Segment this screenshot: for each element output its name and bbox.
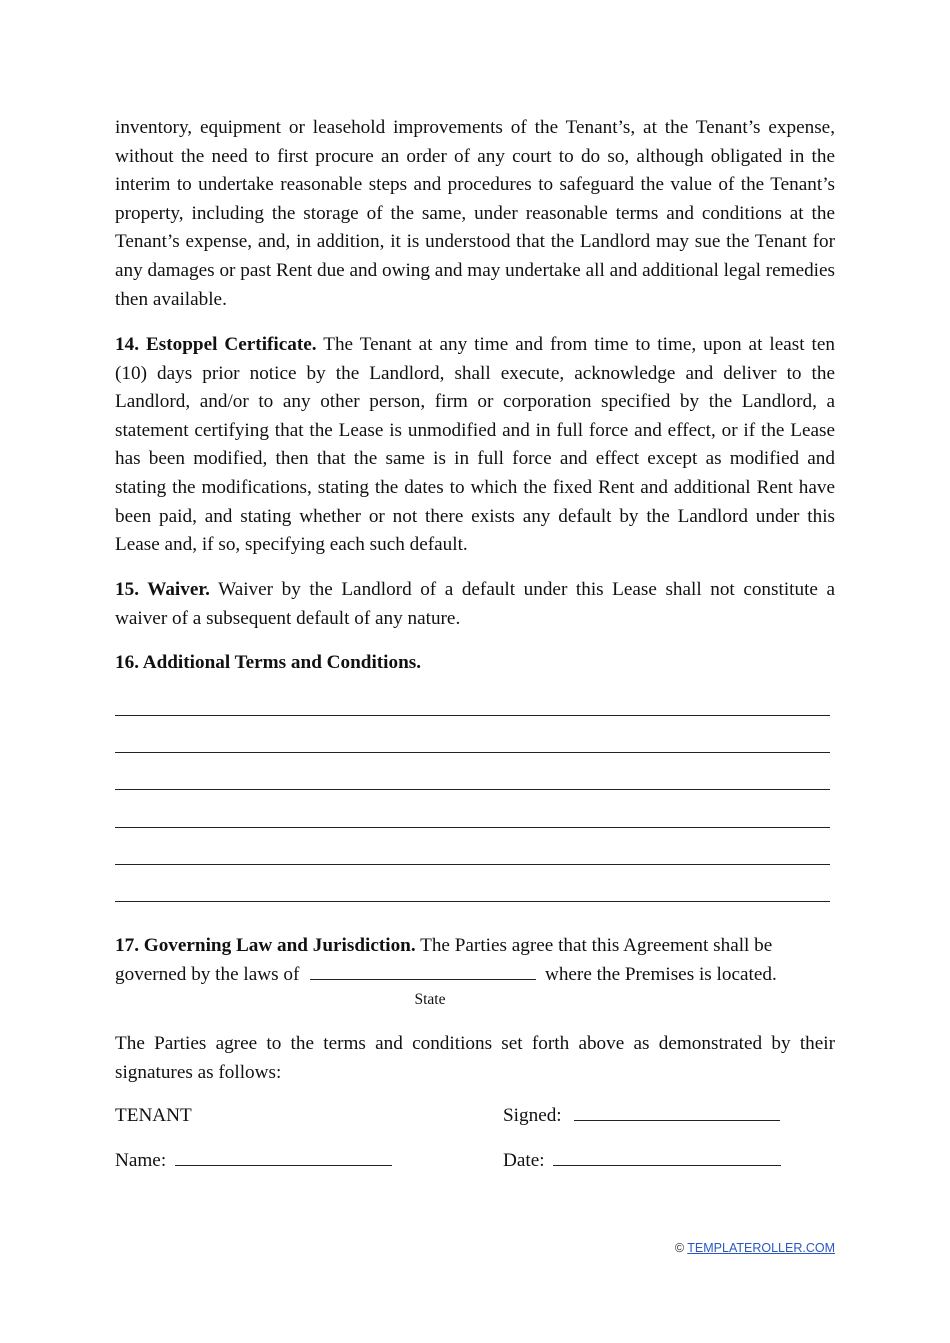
additional-terms-line-2[interactable] [115,752,830,753]
section-17-body-line2-pre: governed by the laws of [115,964,300,985]
section-16-heading-text: 16. Additional Terms and Conditions. [115,652,422,673]
footer-credit [675,1241,835,1255]
name-label: Name: [115,1150,167,1171]
signed-blank[interactable] [574,1104,780,1121]
section-13-continuation: inventory, equipment or leasehold improvements of the Tenant’s, at the Tenant’s expense, without the need to first procure an order of any court to do so, although obligated in the interim to undertake reasonable steps and procedures to safeguard the value of the Tenant’s property, including the storage of the same, under reasonable terms and conditions at the Tenant’s expense, and, in addition, it is understood that the Landlord may sue the Tenant for any damages or past Rent due and owing and may undertake all and additional legal remedies then available. [115,117,835,310]
state-blank[interactable] [310,963,536,980]
section-17-line2 [115,961,777,989]
section-15-waiver [115,576,835,633]
state-caption: State [414,991,446,1008]
closing-statement: The Parties agree to the terms and conditions set forth above as demonstrated by their signatures as follows: [115,1033,835,1083]
name-blank[interactable] [175,1149,392,1166]
additional-terms-line-5[interactable] [115,864,830,865]
section-15-heading: 15. Waiver. [115,579,210,600]
section-14-body: The Tenant at any time and from time to time, upon at least ten (10) days prior notice by the Landlord, shall execute, acknowledge and deliver to the Landlord, and/or to any other person, firm or corporation specified by the Landlord, a statement certifying that the Lease is unmodified and in full force and effect, or if the Lease has been modified, then that the same is in full force and effect except as modified and stating the modifications, stating the dates to which the fixed Rent and additional Rent have been paid, and stating whether or not there exists any default by the Landlord under this Lease and, if so, specifying each such default. [115,334,835,556]
date-label: Date: [503,1150,545,1171]
section-15-body: Waiver by the Landlord of a default under this Lease shall not constitute a waiver of a subsequent default of any nature. [115,579,835,629]
additional-terms-line-1[interactable] [115,715,830,716]
section-14-estoppel [115,331,835,560]
date-line [503,1147,781,1175]
additional-terms-line-6[interactable] [115,901,830,902]
name-line [115,1147,392,1175]
additional-terms-line-3[interactable] [115,789,830,790]
date-blank[interactable] [553,1149,781,1166]
templateroller-link[interactable]: TEMPLATEROLLER.COM [687,1241,835,1255]
copyright-symbol: © [674,1241,685,1255]
section-14-heading: 14. Estoppel Certificate. [115,334,317,355]
signed-line [503,1102,780,1130]
section-17-body-line1: The Parties agree that this Agreement shall be [420,935,773,956]
tenant-label: TENANT [115,1105,192,1126]
section-16-heading [115,649,835,678]
section-17-body-line2-post: where the Premises is located. [544,964,777,985]
signed-label: Signed: [503,1105,562,1126]
section-17-heading: 17. Governing Law and Jurisdiction. [115,935,416,956]
section-17-governing-law [115,932,835,961]
additional-terms-line-4[interactable] [115,827,830,828]
